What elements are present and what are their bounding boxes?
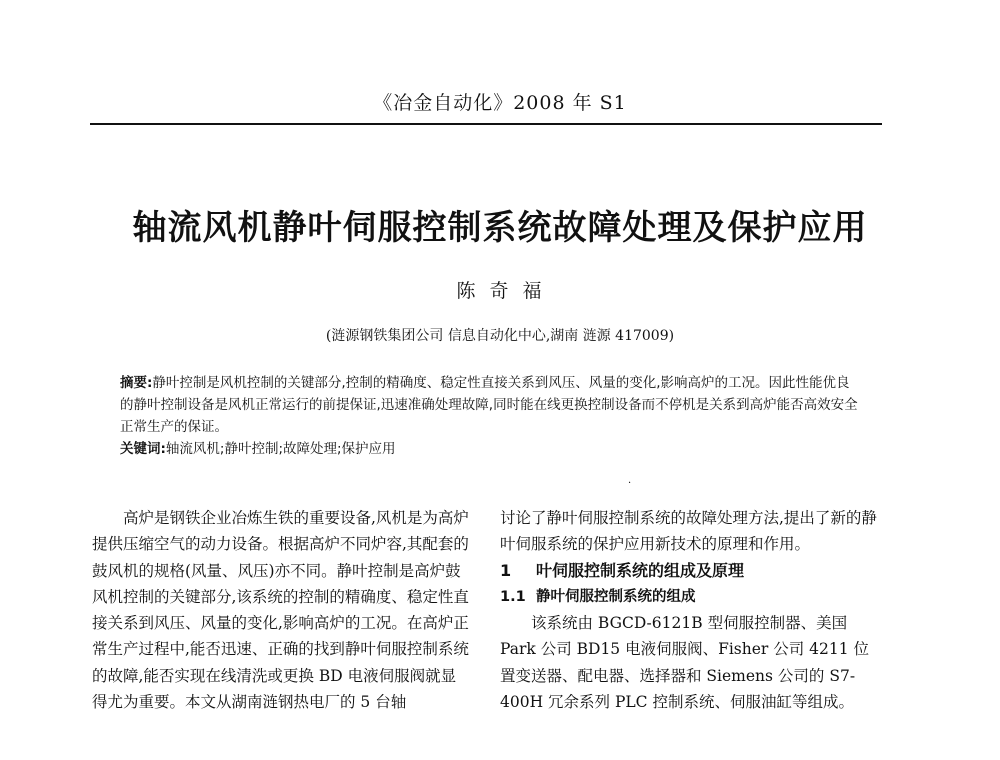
system-composition-paragraph: 该系统由 BGCD-6121B 型伺服控制器、美国 Park 公司 BD15 电液伺服阀、Fisher 公司 4211 位置变送器、配电器、选择器和 Siemens 公司的 S7-400H 冗余系列 PLC 控制系统、伺服油缸等组成。 (500, 614, 870, 712)
journal-header: 《冶金自动化》2008 年 S1 (373, 92, 627, 114)
keywords-text: 轴流风机;静叶控制;故障处理;保护应用 (165, 441, 396, 457)
abstract (120, 372, 860, 438)
affiliation: (涟源钢铁集团公司 信息自动化中心,湖南 涟源 417009) (325, 328, 675, 344)
author-name: 陈奇福 (456, 280, 556, 302)
intro-paragraph-continued: 讨论了静叶伺服控制系统的故障处理方法,提出了新的静叶伺服系统的保护应用新技术的原理和作用。 (500, 509, 877, 554)
intro-paragraph: 高炉是钢铁企业冶炼生铁的重要设备,风机是为高炉提供压缩空气的动力设备。根据高炉不同炉容,其配套的鼓风机的规格(风量、风压)亦不同。静叶控制是高炉鼓风机控制的关键部分,该系统的控制的精确度、稳定性直接关系到风压、风量的变化,影响高炉的工况。在高炉正常生产过程中,能否迅速、正确的找到静叶伺服控制系统的故障,能否实现在线清洗或更换 BD 电液伺服阀就显得尤为重要。本文从湖南涟钢热电厂的 5 台轴 (92, 509, 469, 712)
keywords (120, 438, 860, 460)
section-number: 1 (500, 560, 512, 580)
subsection-heading-1-1 (500, 584, 882, 610)
subsection-number: 1.1 (500, 588, 526, 605)
keywords-label: 关键词: (120, 441, 166, 457)
header-rule (90, 123, 882, 125)
paper-title: 轴流风机静叶伺服控制系统故障处理及保护应用 (132, 208, 868, 248)
section-heading-1 (500, 558, 882, 584)
abstract-label: 摘要: (120, 375, 153, 391)
abstract-block (120, 372, 860, 460)
left-column (92, 505, 470, 715)
section-title: 叶伺服控制系统的组成及原理 (536, 560, 745, 580)
abstract-text: 静叶控制是风机控制的关键部分,控制的精确度、稳定性直接关系到风压、风量的变化,影响高炉的工况。因此性能优良的静叶控制设备是风机正常运行的前提保证,迅速准确处理故障,同时能在线更换控制设备而不停机是关系到高炉能否高效安全正常生产的保证。 (120, 375, 858, 435)
right-column (500, 505, 882, 715)
stray-mark: · (628, 478, 632, 489)
subsection-title: 静叶伺服控制系统的组成 (536, 588, 696, 605)
